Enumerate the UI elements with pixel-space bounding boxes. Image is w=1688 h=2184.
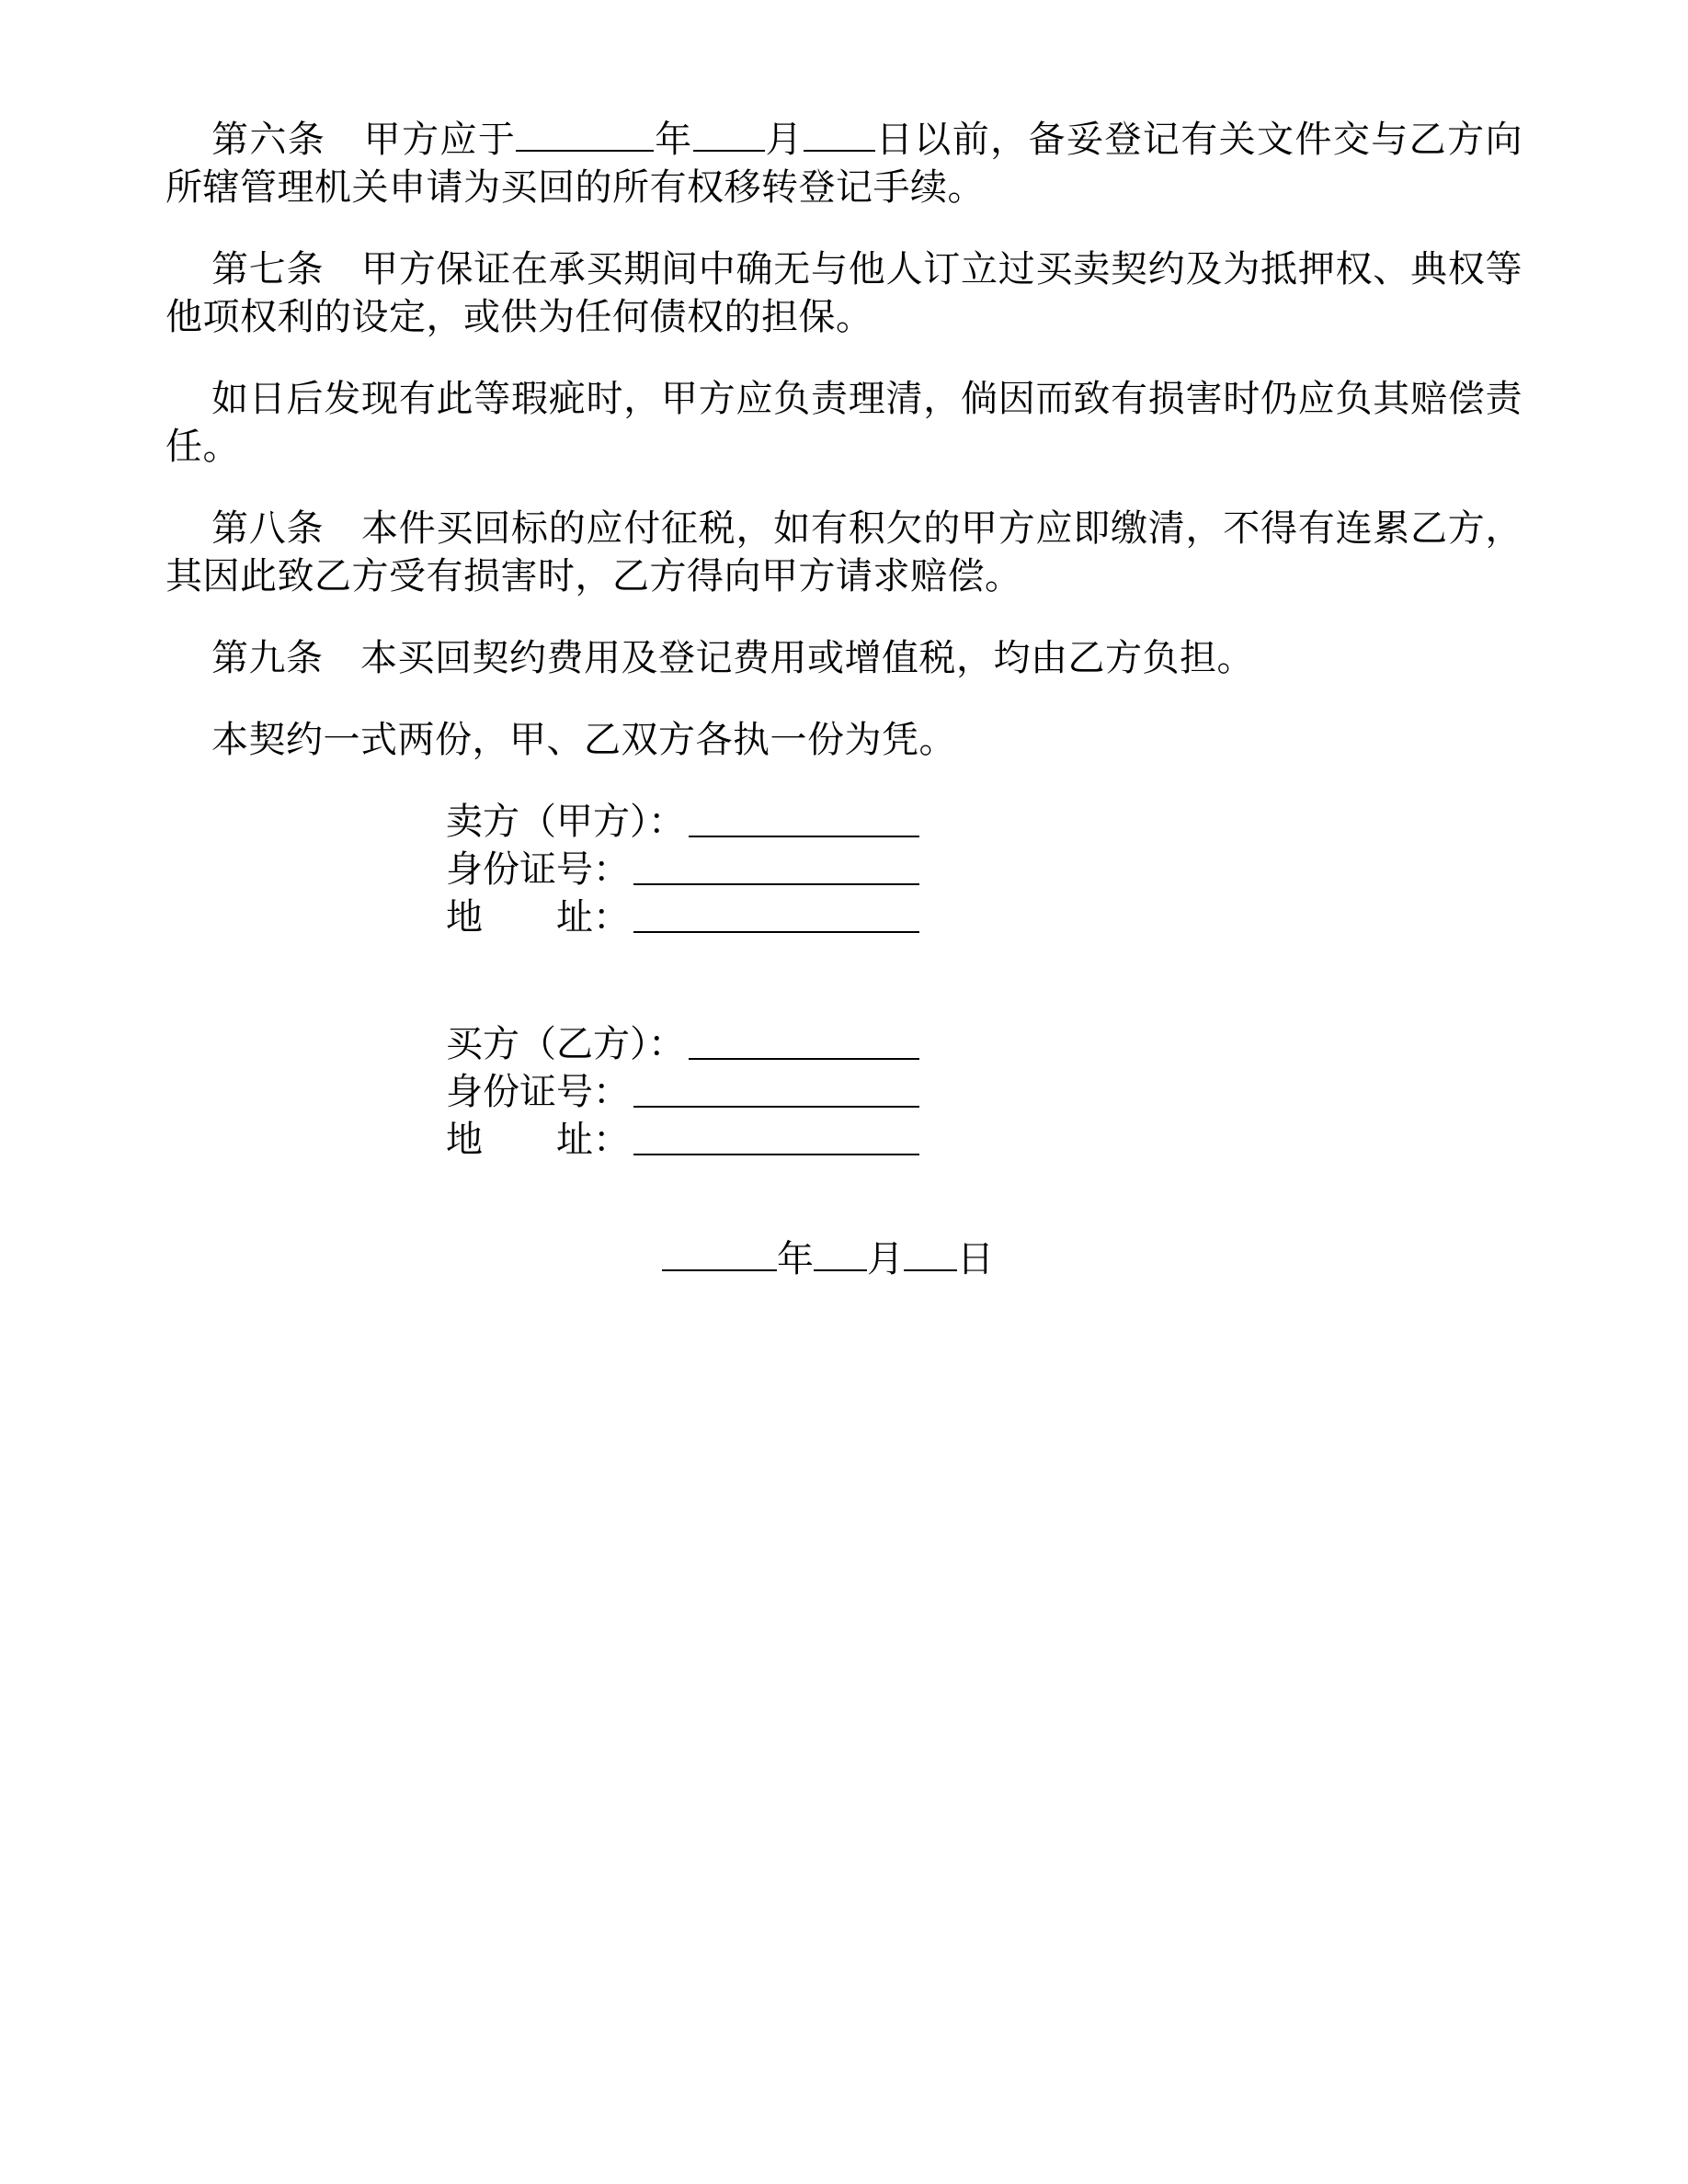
seller-address-label: 地 址： [446,896,630,938]
seller-id-blank [633,883,919,885]
clause-6-paragraph [165,116,1523,211]
clause-6-lead-text: 第六条 甲方应于 [211,119,517,160]
buyer-address-row [446,1116,919,1164]
seller-id-label: 身份证号： [446,848,630,890]
buyer-address-label: 地 址： [446,1119,630,1160]
buyer-name-row [446,1020,919,1068]
clause-9-paragraph: 第九条 本买回契约费用及登记费用或增值税，均由乙方负担。 [211,637,1254,678]
seller-party-label: 卖方（甲方）： [446,801,685,842]
defect-note-paragraph: 如日后发现有此等瑕疵时，甲方应负责理清，倘因而致有损害时仍应负其赔偿责任。 [165,378,1523,467]
date-year-blank [662,1262,777,1271]
buyer-id-row [446,1068,919,1116]
date-month-unit: 月 [867,1238,904,1280]
clause-6-month-unit: 月 [764,119,804,160]
clause-6-year-blank [516,142,654,152]
clause-6-year-unit: 年 [654,119,693,160]
clause-6-month-blank [693,142,765,152]
buyer-address-blank [633,1154,919,1155]
date-day-blank [904,1262,957,1271]
date-year-unit: 年 [777,1238,814,1280]
date-month-blank [814,1262,867,1271]
date-line [165,1235,1523,1283]
seller-name-row [446,798,919,846]
seller-signature-section [446,798,1523,941]
clause-6-day-blank [804,142,875,152]
date-day-unit: 日 [957,1238,994,1280]
seller-address-blank [633,931,919,933]
closing-paragraph: 本契约一式两份，甲、乙双方各执一份为凭。 [211,719,956,760]
clause-8-paragraph: 第八条 本件买回标的应付征税，如有积欠的甲方应即缴清，不得有连累乙方，其因此致乙方受有损害时，乙方得向甲方请求赔偿。 [165,507,1523,597]
clause-6-tail-text: 日以前，备妥登记有关文件交与乙方向所辖管理机关申请为买回的所有权移转登记手续。 [165,119,1523,208]
buyer-id-label: 身份证号： [446,1071,630,1112]
seller-address-row [446,893,919,941]
buyer-id-blank [633,1106,919,1108]
seller-id-row [446,846,919,893]
clause-7-paragraph: 第七条 甲方保证在承买期间中确无与他人订立过买卖契约及为抵押权、典权等他项权利的设定，或供为任何债权的担保。 [165,248,1523,337]
seller-name-blank [689,836,919,837]
buyer-signature-section [446,1020,1523,1164]
buyer-party-label: 买方（乙方）： [446,1023,685,1064]
buyer-name-blank [689,1058,919,1060]
